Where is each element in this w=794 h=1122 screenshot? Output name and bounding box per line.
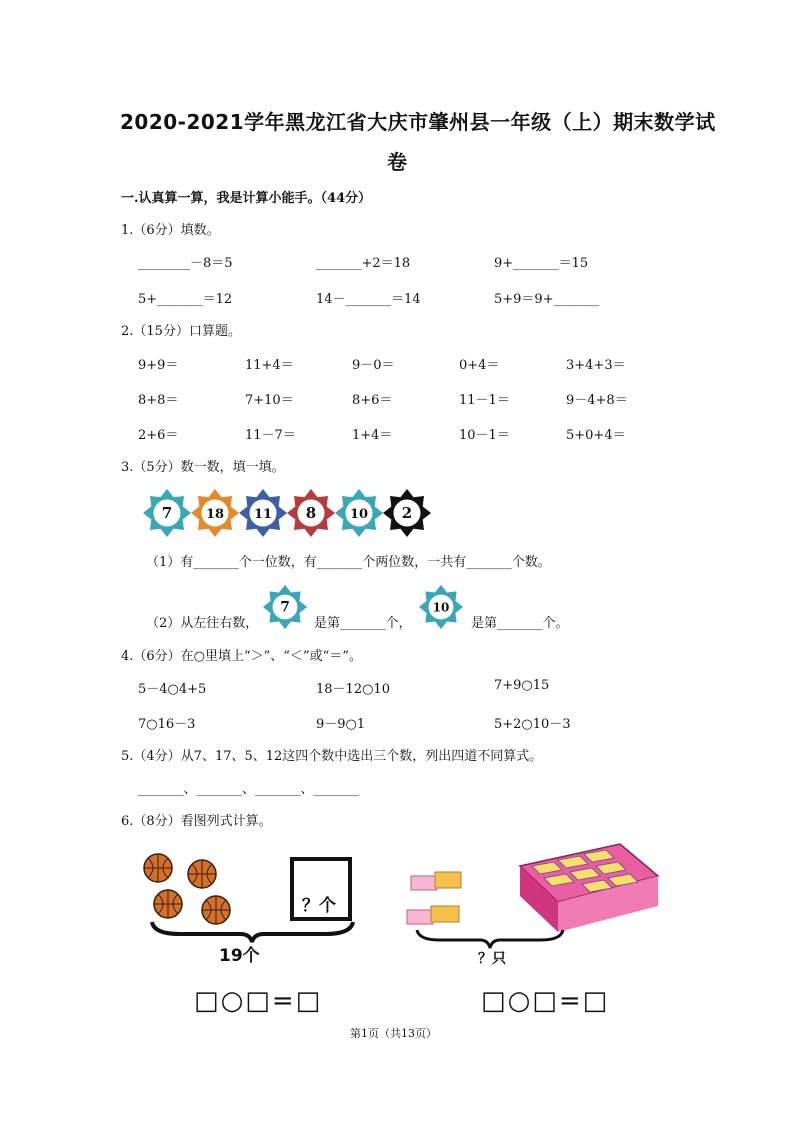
- q2-item: 9－4+8＝: [566, 393, 628, 408]
- eraser-box-icon: [510, 836, 660, 936]
- erasers-illustration: [405, 866, 475, 936]
- q2-item: 11－1＝: [459, 393, 510, 408]
- star-badge-icon: [190, 488, 240, 538]
- basketball-icon: [188, 860, 216, 888]
- eraser-icon: [407, 906, 459, 924]
- star-number: 18: [205, 507, 225, 522]
- q1-item: 5+_______＝12: [138, 292, 233, 307]
- q2-item: 7+10＝: [245, 393, 294, 408]
- q2-item: 11+4＝: [245, 358, 294, 373]
- q1-item: ________－8＝5: [138, 256, 233, 271]
- q2-item: 10－1＝: [459, 428, 510, 443]
- star-badge-icon: [334, 488, 384, 538]
- q5-blanks: _______、_______、_______、_______: [138, 782, 360, 797]
- q2-item: 8+8＝: [138, 393, 179, 408]
- q2-item: 8+6＝: [352, 393, 393, 408]
- star-number: 10: [349, 507, 369, 522]
- q3-line-2-b: 是第_______个，: [314, 616, 412, 631]
- star-badge-icon: [262, 584, 308, 630]
- q4-item: 9－9○1: [316, 717, 366, 732]
- q2-item: 2+6＝: [138, 428, 179, 443]
- star-number: 8: [305, 504, 317, 522]
- q2-item: 11－7＝: [245, 428, 296, 443]
- question-6-label: 6.（8分）看图列式计算。: [121, 814, 272, 829]
- q1-item: 5+9＝9+_______: [494, 292, 600, 307]
- q1-item: 9+_______＝15: [494, 256, 589, 271]
- q1-item: _______+2＝18: [316, 256, 411, 271]
- page-footer: 第1页（共13页）: [350, 1027, 437, 1040]
- q4-item: 5+2○10－3: [494, 717, 571, 732]
- q2-item: 3+4+3＝: [566, 358, 626, 373]
- star-badge-icon: [418, 584, 464, 630]
- q3-line-2-a: （2）从左往右数，: [146, 616, 259, 631]
- q4-item: 18－12○10: [316, 682, 390, 697]
- star-number: 11: [253, 507, 273, 522]
- right-total-label: ？只: [478, 951, 506, 967]
- question-4-label: 4.（6分）在○里填上“＞”、“＜”或“＝”。: [121, 649, 362, 664]
- star-number: 10: [432, 600, 450, 615]
- right-brace: [415, 928, 565, 950]
- unknown-count-label: ？个: [302, 896, 336, 916]
- star-badge-icon: [238, 488, 288, 538]
- section-heading: 一.认真算一算，我是计算小能手。（44分）: [121, 191, 372, 206]
- star-number: 2: [401, 504, 413, 522]
- q2-item: 1+4＝: [352, 428, 393, 443]
- basketball-icon: [144, 854, 172, 882]
- question-1-label: 1.（6分）填数。: [121, 223, 220, 238]
- q2-item: 9－0＝: [352, 358, 395, 373]
- star-badge-icon: [286, 488, 336, 538]
- page-title: 2020-2021学年黑龙江省大庆市肇州县一年级（上）期末数学试: [120, 110, 716, 134]
- q1-item: 14－_______＝14: [316, 292, 421, 307]
- question-2-label: 2.（15分）口算题。: [121, 324, 241, 339]
- right-equation: □○□=□: [481, 986, 610, 1016]
- q2-item: 9+9＝: [138, 358, 179, 373]
- q3-line-2-c: 是第_______个。: [471, 616, 569, 631]
- question-3-label: 3.（5分）数一数，填一填。: [121, 460, 285, 475]
- star-number: 7: [161, 504, 173, 522]
- q4-item: 7○16－3: [138, 717, 196, 732]
- q4-item: 7+9○15: [494, 678, 550, 693]
- star-badge-icon: [142, 488, 192, 538]
- q2-item: 5+0+4＝: [566, 428, 626, 443]
- star-badge-icon: [382, 488, 432, 538]
- basketball-icon: [154, 890, 182, 918]
- q3-line-1: （1）有_______个一位数，有_______个两位数，一共有_______个数。: [146, 555, 551, 570]
- star-number: 7: [280, 599, 290, 616]
- q4-item: 5－4○4+5: [138, 682, 207, 697]
- q2-item: 0+4＝: [459, 358, 500, 373]
- left-equation: □○□=□: [194, 986, 323, 1016]
- eraser-icon: [411, 872, 461, 890]
- question-5-label: 5.（4分）从7、17、5、12这四个数中选出三个数，列出四道不同算式。: [121, 749, 543, 764]
- left-total-label: 19个: [219, 946, 260, 966]
- page-title-cont: 卷: [387, 150, 408, 174]
